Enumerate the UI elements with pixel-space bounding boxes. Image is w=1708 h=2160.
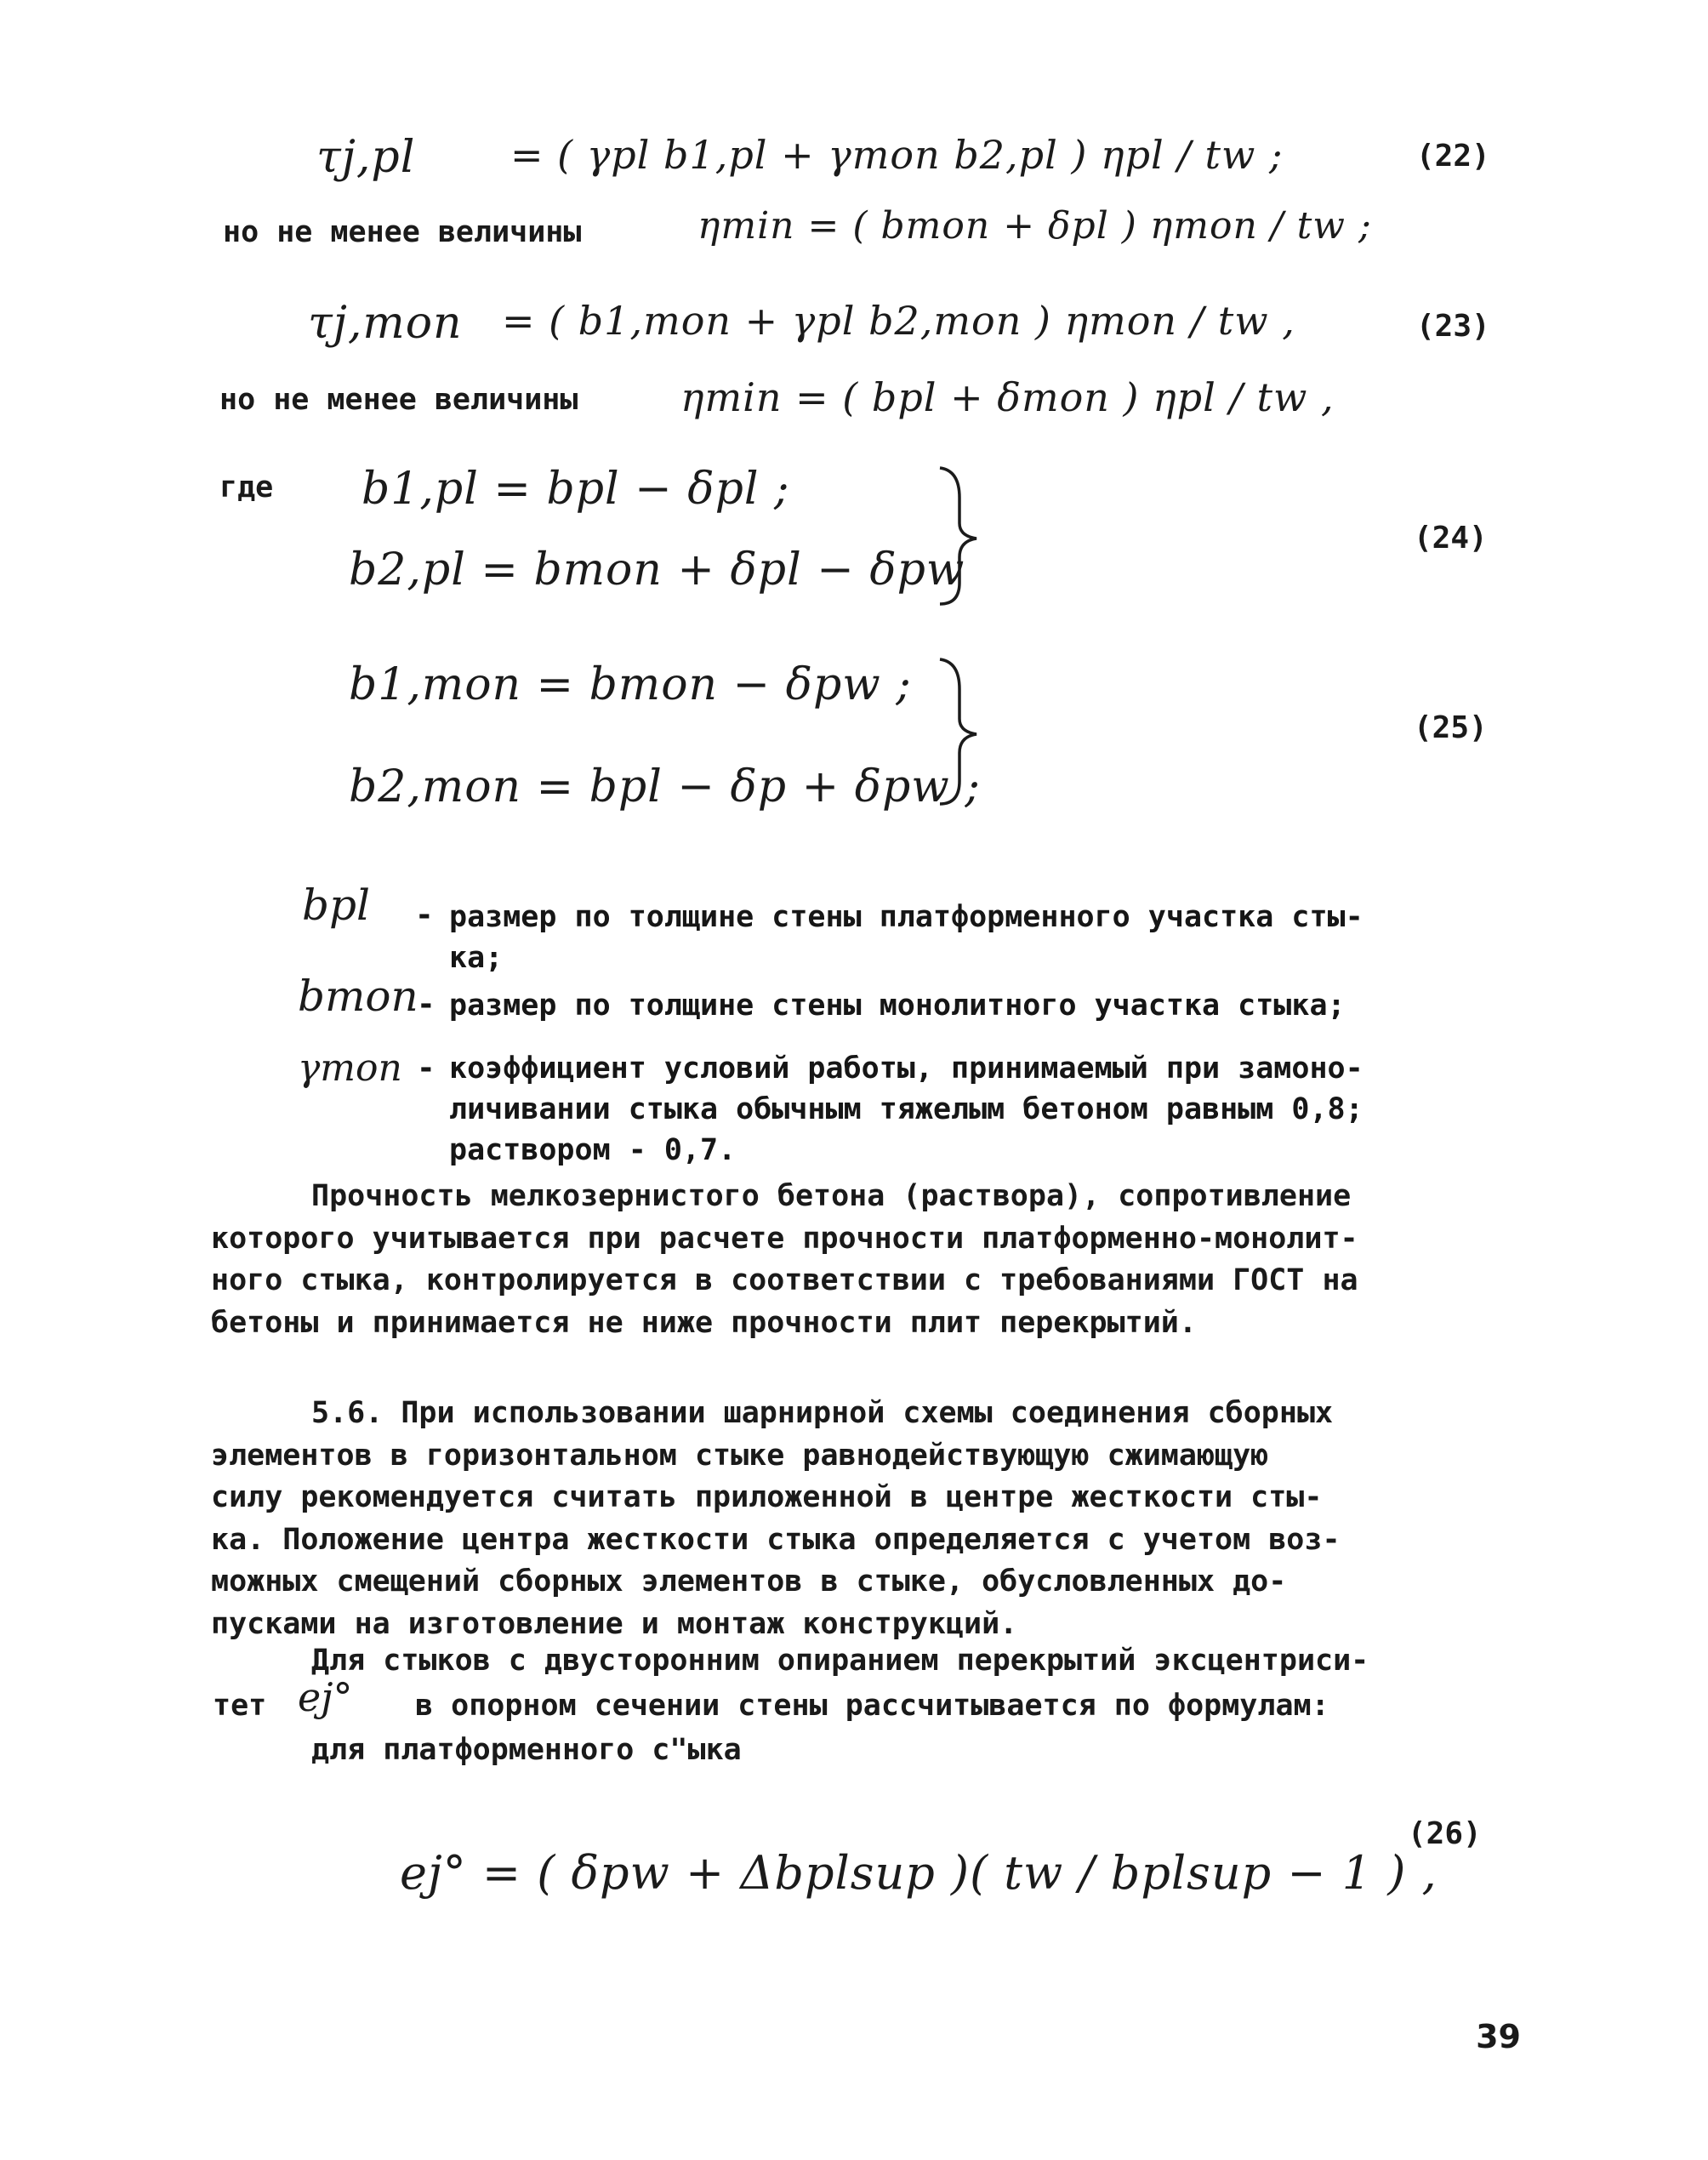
cond22-text: но не менее величины bbox=[223, 215, 582, 249]
eccentricity-suffix: в опорном сечении стены рассчитывается по формулам: bbox=[415, 1689, 1329, 1723]
section-5-6-line: 5.6. При использовании шарнирной схемы соединения сборных bbox=[311, 1396, 1334, 1430]
paragraph-strength-line: бетоны и принимается не ниже прочности плит перекрытий. bbox=[211, 1305, 1197, 1340]
section-5-6-line: силу рекомендуется считать приложенной в центре жесткости сты- bbox=[211, 1480, 1323, 1514]
eq24-line1: b1,pl = bpl − δpl ; bbox=[362, 464, 790, 515]
eq25-line1: b1,mon = bmon − δpw ; bbox=[349, 659, 912, 710]
eq26-number: (26) bbox=[1408, 1816, 1482, 1851]
def-text-bpl-1: размер по толщине стены платформенного участка сты- bbox=[449, 900, 1364, 934]
def-dash-gmon: - bbox=[417, 1051, 436, 1086]
def-dash-bmon: - bbox=[417, 987, 436, 1022]
def-text-gmon-3: раствором - 0,7. bbox=[449, 1133, 737, 1167]
where-label: где bbox=[219, 470, 274, 504]
section-5-6 bbox=[211, 1393, 1487, 1645]
eq25-number: (25) bbox=[1414, 710, 1488, 745]
eq23-lhs: τj,mon bbox=[308, 298, 463, 349]
def-text-bmon-1: размер по толщине стены монолитного участка стыка; bbox=[449, 989, 1346, 1023]
eq24-brace bbox=[936, 464, 987, 608]
section-5-6-line: ка. Положение центра жесткости стыка определяется с учетом воз- bbox=[211, 1522, 1341, 1557]
eq26-formula: ej° = ( δpw + Δbplsup )( tw / bplsup − 1 ) , bbox=[400, 1846, 1438, 1900]
eq24-line2: b2,pl = bmon + δpl − δpw bbox=[349, 544, 965, 596]
eccentricity-line3: для платформенного с"ыка bbox=[311, 1733, 742, 1767]
eccentricity-line1: Для стыков с двусторонним опиранием перекрытий эксцентриси- bbox=[311, 1644, 1369, 1678]
eq23-number: (23) bbox=[1416, 309, 1490, 344]
eq25-brace bbox=[936, 655, 987, 808]
cond22-formula: ηmin = ( bmon + δpl ) ηmon / tw ; bbox=[697, 204, 1372, 248]
eq23-rhs: = ( b1,mon + γpl b2,mon ) ηmon / tw , bbox=[502, 298, 1295, 344]
eq22-number: (22) bbox=[1416, 139, 1490, 174]
section-5-6-line: можных смещений сборных элементов в стыке, обусловленных до- bbox=[211, 1564, 1287, 1599]
eq25-line2: b2,mon = bpl − δp + δpw ; bbox=[349, 761, 981, 812]
eq24-number: (24) bbox=[1414, 521, 1488, 556]
cond23-text: но не менее величины bbox=[219, 383, 578, 417]
cond23-formula: ηmin = ( bpl + δmon ) ηpl / tw , bbox=[680, 374, 1335, 420]
def-text-gmon-2: личивании стыка обычным тяжелым бетоном равным 0,8; bbox=[449, 1092, 1364, 1126]
page-number: 39 bbox=[1476, 2018, 1521, 2055]
def-text-gmon-1: коэффициент условий работы, принимаемый при замоно- bbox=[449, 1052, 1364, 1086]
def-symbol-gmon: γmon bbox=[298, 1046, 402, 1090]
eq22-lhs: τj,pl bbox=[316, 132, 416, 183]
paragraph-strength bbox=[211, 1176, 1487, 1344]
def-symbol-bmon: bmon bbox=[298, 972, 418, 1021]
def-dash-bpl: - bbox=[415, 898, 434, 932]
section-5-6-line: пусками на изготовление и монтаж конструкций. bbox=[211, 1606, 1018, 1641]
section-5-6-line: элементов в горизонтальном стыке равнодействующую сжимающую bbox=[211, 1438, 1269, 1473]
def-symbol-bpl: bpl bbox=[302, 881, 371, 930]
paragraph-strength-line: ного стыка, контролируется в соответствии с требованиями ГОСТ на bbox=[211, 1263, 1358, 1297]
eccentricity-prefix: тет bbox=[213, 1689, 267, 1723]
def-text-bpl-2: ка; bbox=[449, 941, 504, 975]
eq22-rhs: = ( γpl b1,pl + γmon b2,pl ) ηpl / tw ; bbox=[510, 132, 1284, 178]
paragraph-strength-line: которого учитывается при расчете прочности платформенно-монолит- bbox=[211, 1221, 1358, 1256]
eccentricity-symbol: ej° bbox=[298, 1674, 353, 1720]
paragraph-strength-line: Прочность мелкозернистого бетона (раствора), сопротивление bbox=[311, 1179, 1352, 1213]
